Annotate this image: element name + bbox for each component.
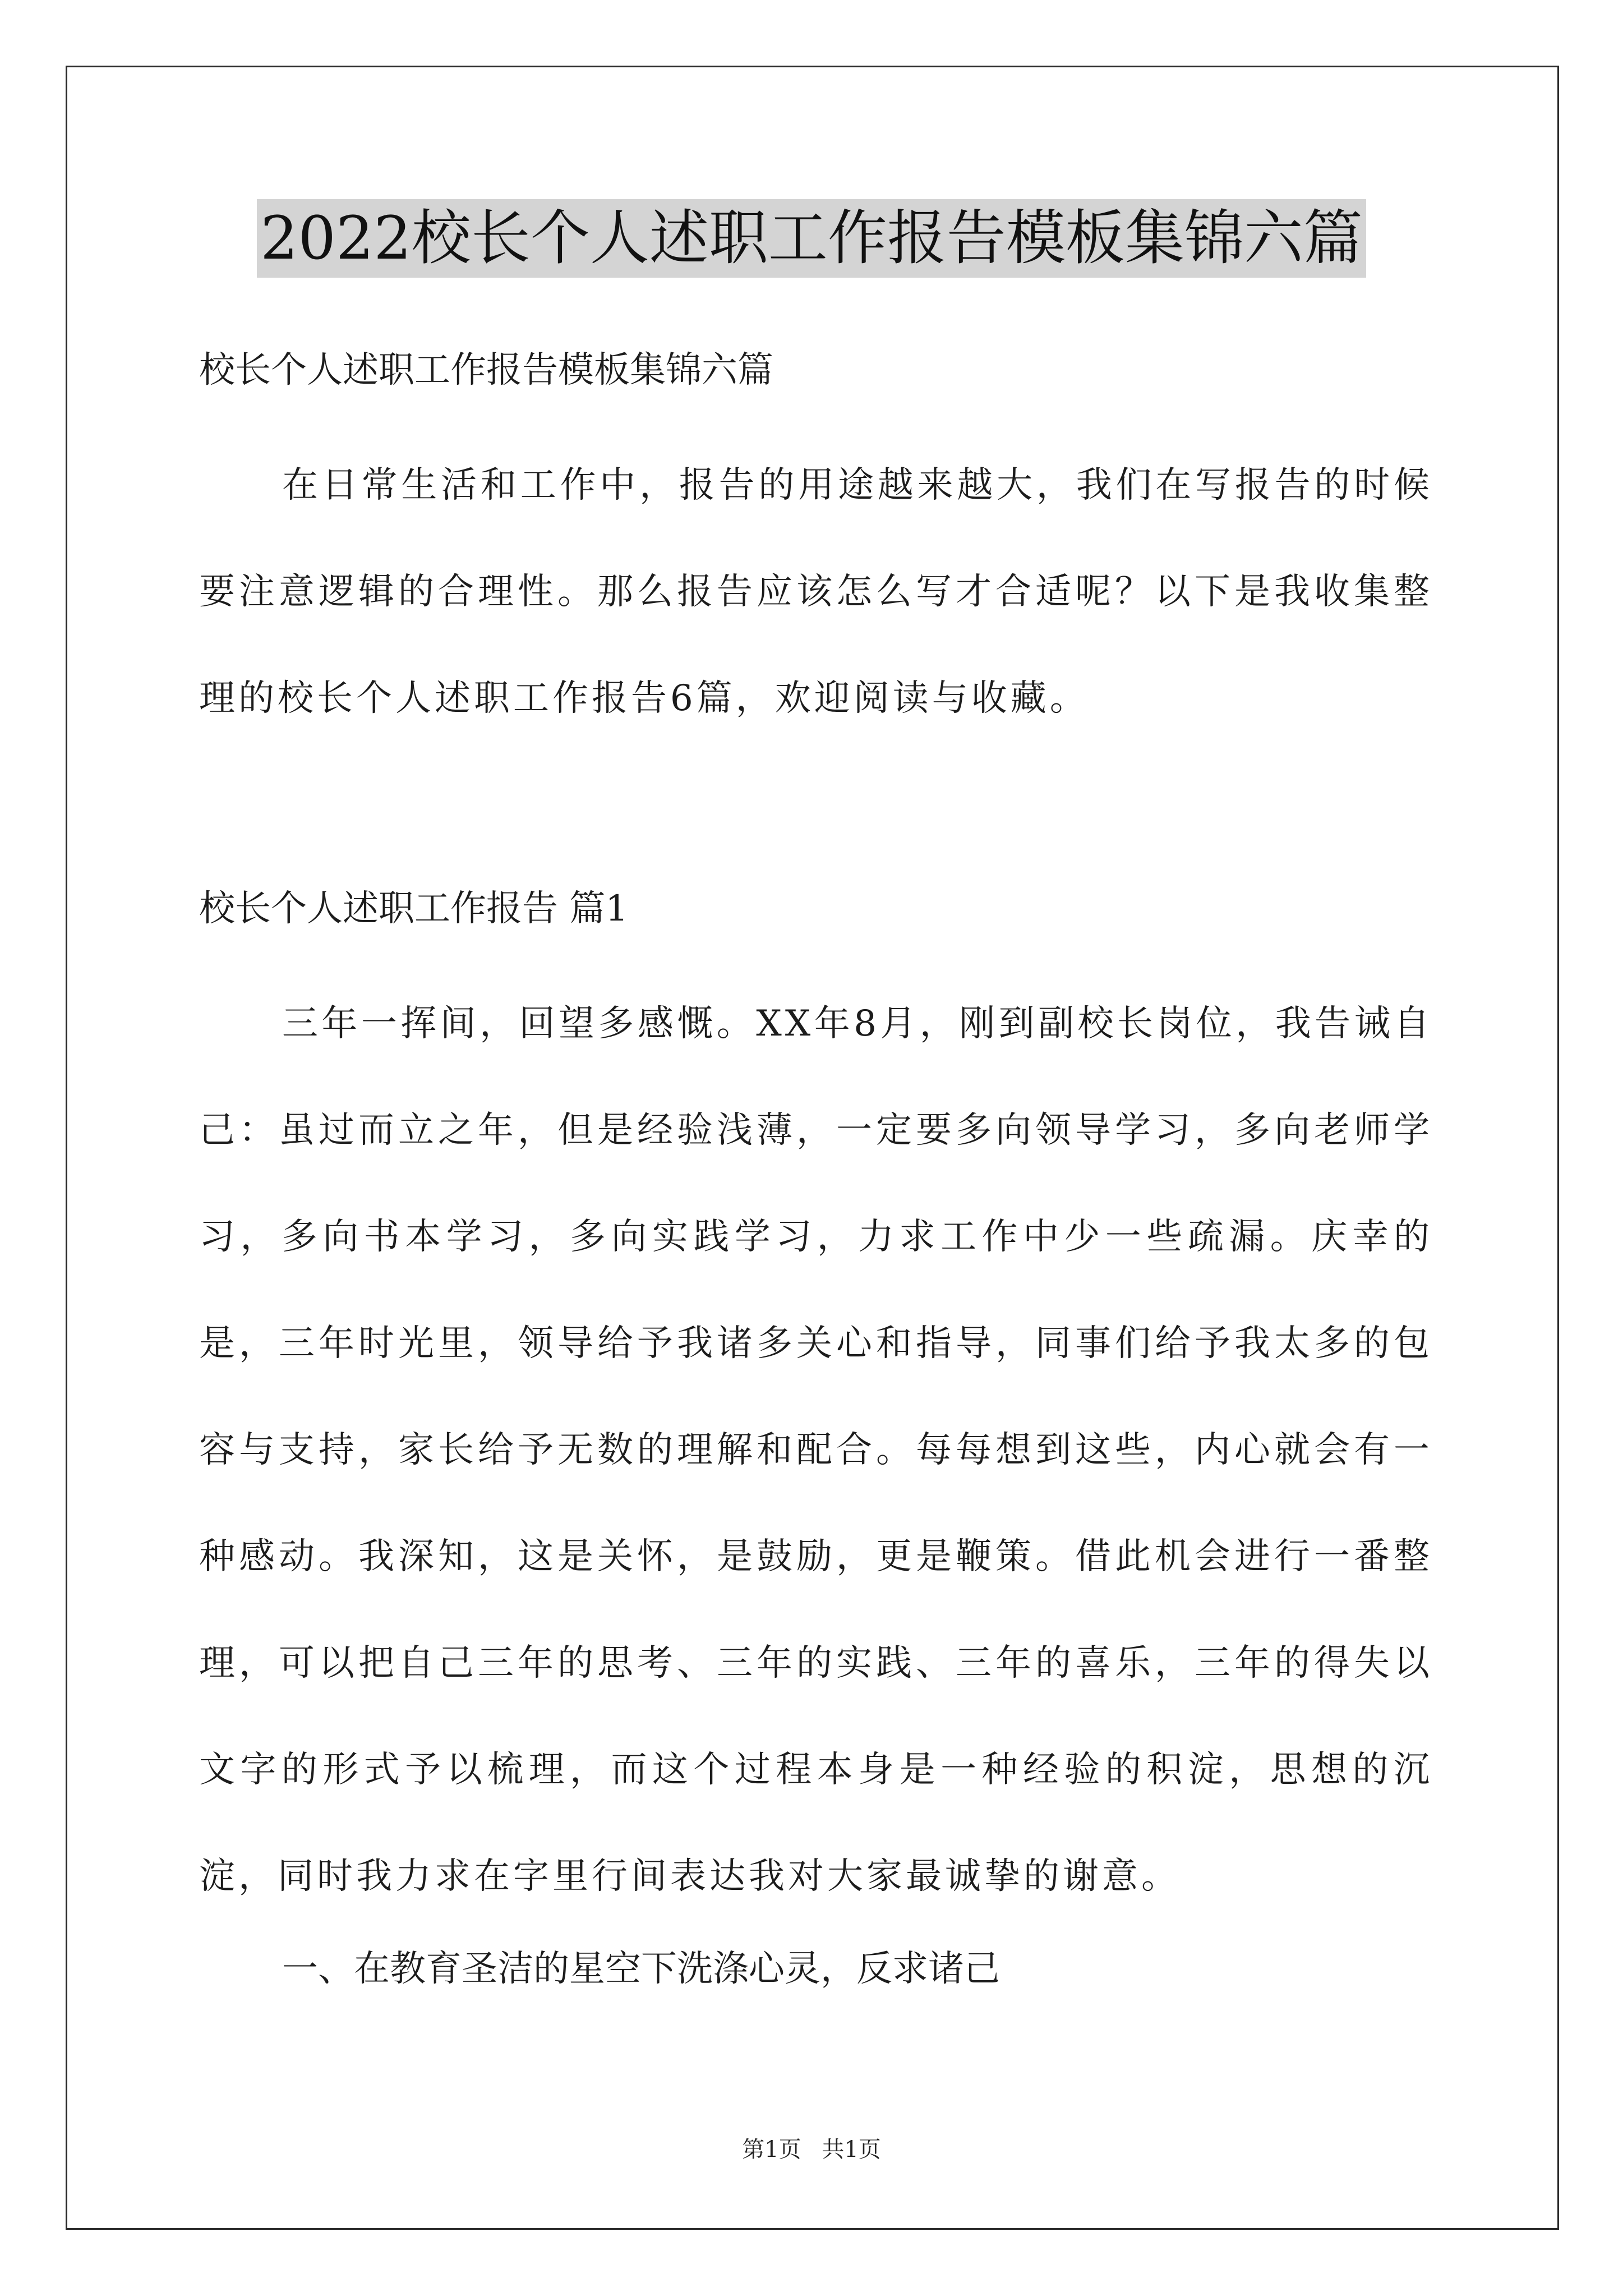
page-number: 第1页 — [742, 2137, 801, 2162]
section-paragraph: 三年一挥间，回望多感慨。XX年8月，刚到副校长岗位，我告诫自己：虽过而立之年，但是经验浅薄，一定要多向领导学习，多向老师学习，多向书本学习，多向实践学习，力求工作中少一些疏漏。庆幸的是，三年时光里，领导给予我诸多关心和指导，同事们给予我太多的包容与支持，家长给予无数的理解和配合。每每想到这些，内心就会有一种感动。我深知，这是关怀，是鼓励，更是鞭策。借此机会进行一番整理，可以把自己三年的思考、三年的实践、三年的喜乐，三年的得失以文字的形式予以梳理，而这个过程本身是一种经验的积淀，思想的沉淀，同时我力求在字里行间表达我对大家最诚挚的谢意。 — [199, 1003, 1433, 1897]
subheading: 一、在教育圣洁的星空下洗涤心灵，反求诸己 — [282, 1948, 1000, 1990]
section-heading: 校长个人述职工作报告 篇1 — [199, 888, 629, 930]
title-block — [0, 199, 1623, 278]
page-total: 共1页 — [822, 2137, 881, 2162]
document-subtitle: 校长个人述职工作报告模板集锦六篇 — [199, 349, 773, 391]
page-footer — [0, 2132, 1623, 2164]
document-title: 2022校长个人述职工作报告模板集锦六篇 — [257, 199, 1366, 278]
intro-paragraph: 在日常生活和工作中，报告的用途越来越大，我们在写报告的时候要注意逻辑的合理性。那么报告应该怎么写才合适呢？以下是我收集整理的校长个人述职工作报告6篇，欢迎阅读与收藏。 — [199, 464, 1433, 719]
